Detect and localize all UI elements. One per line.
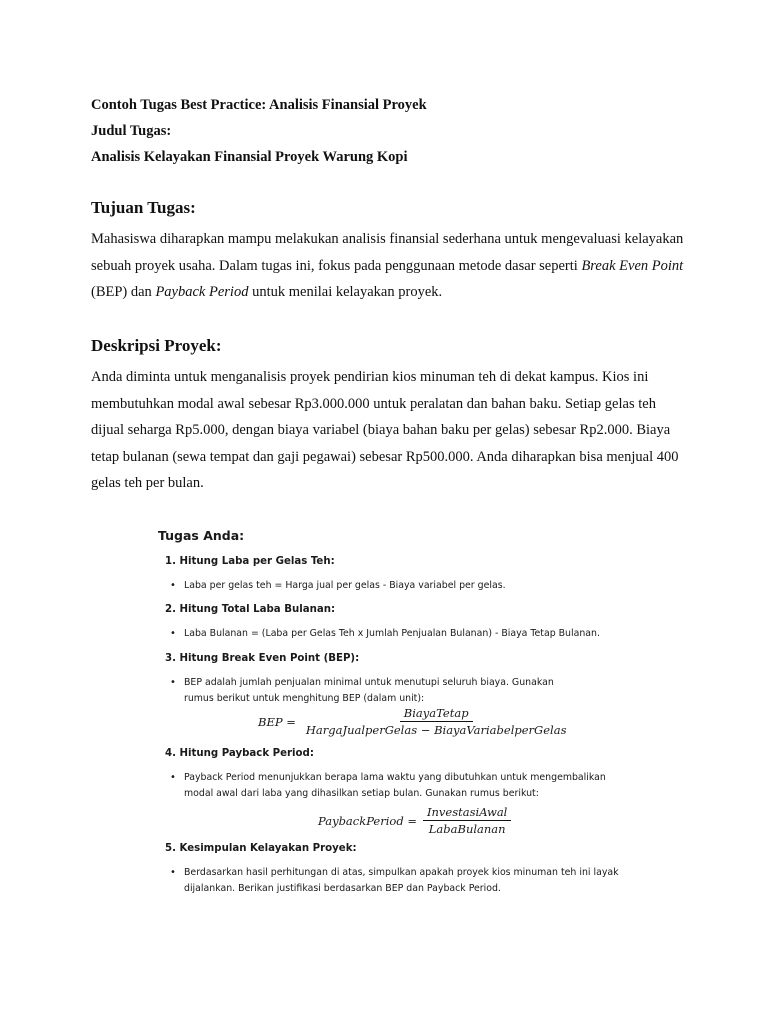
term-break-even-point: Break Even Point — [581, 257, 684, 274]
formula-bep-denominator: HargaJualperGelas − BiayaVariabelperGelas — [305, 723, 567, 737]
formula-payback-lhs: PaybackPeriod = — [318, 813, 417, 828]
step-5-bullet: • Berdasarkan hasil perhitungan di atas, simpulkan apakah proyek kios minuman teh ini layak dijalankan. Berikan justifikasi berdasarkan BEP dan Payback Period. — [184, 865, 624, 897]
formula-bep-lhs: BEP = — [258, 714, 296, 729]
assignment-title: Analisis Kelayakan Finansial Proyek Warung Kopi — [91, 149, 408, 165]
formula-payback-denominator: LabaBulanan — [428, 822, 506, 836]
step-2-label: 2. Hitung Total Laba Bulanan: — [165, 604, 336, 615]
formula-bep-numerator: BiayaTetap — [400, 706, 473, 722]
tujuan-text-3: untuk menilai kelayakan proyek. — [248, 284, 443, 300]
document-heading: Contoh Tugas Best Practice: Analisis Finansial Proyek — [91, 97, 427, 113]
formula-payback-fraction — [423, 805, 511, 836]
step-2-bullet: • Laba Bulanan = (Laba per Gelas Teh x Jumlah Penjualan Bulanan) - Biaya Tetap Bulanan. — [184, 626, 624, 642]
step-4-bullet: • Payback Period menunjukkan berapa lama waktu yang dibutuhkan untuk mengembalikan modal awal dari laba yang dihasilkan setiap bulan. Gunakan rumus berikut: — [184, 770, 624, 802]
step-5-label: 5. Kesimpulan Kelayakan Proyek: — [165, 843, 357, 854]
step-4-label: 4. Hitung Payback Period: — [165, 748, 314, 759]
deskripsi-paragraph: Anda diminta untuk menganalisis proyek pendirian kios minuman teh di dekat kampus. Kios ini membutuhkan modal awal sebesar Rp3.000.000 untuk peralatan dan bahan baku. Setiap gelas teh dijual seharga Rp5.000, dengan biaya variabel (biaya bahan baku per gelas) sebesar Rp2.000. Biaya tetap bulanan (sewa tempat dan gaji pegawai) sebesar Rp500.000. Anda diharapkan bisa menjual 400 gelas teh per bulan. — [91, 369, 679, 491]
step-3-bullet: • BEP adalah jumlah penjualan minimal untuk menutupi seluruh biaya. Gunakan rumus berikut untuk menghitung BEP (dalam unit): — [184, 675, 584, 707]
step-1-bullet: • Laba per gelas teh = Harga jual per gelas - Biaya variabel per gelas. — [184, 578, 624, 594]
section-title-deskripsi: Deskripsi Proyek: — [91, 336, 222, 355]
tujuan-text-1: Mahasiswa diharapkan mampu melakukan analisis finansial sederhana untuk mengevaluasi kelayakan sebuah proyek usaha. Dalam tugas ini, fokus pada penggunaan metode dasar seperti — [91, 231, 684, 274]
tugas-title: Tugas Anda: — [158, 528, 245, 543]
formula-payback-numerator: InvestasiAwal — [423, 805, 511, 821]
tugas-image-panel — [158, 522, 628, 907]
formula-bep — [258, 706, 570, 737]
formula-bep-fraction — [302, 706, 571, 737]
tujuan-paragraph — [91, 226, 691, 306]
tujuan-text-2: (BEP) dan — [91, 284, 156, 300]
step-3-label: 3. Hitung Break Even Point (BEP): — [165, 653, 360, 664]
assignment-title-label: Judul Tugas: — [91, 123, 172, 139]
formula-payback — [318, 805, 511, 836]
step-1-label: 1. Hitung Laba per Gelas Teh: — [165, 556, 335, 567]
section-title-tujuan: Tujuan Tugas: — [91, 198, 196, 217]
term-payback-period: Payback Period — [155, 284, 249, 300]
